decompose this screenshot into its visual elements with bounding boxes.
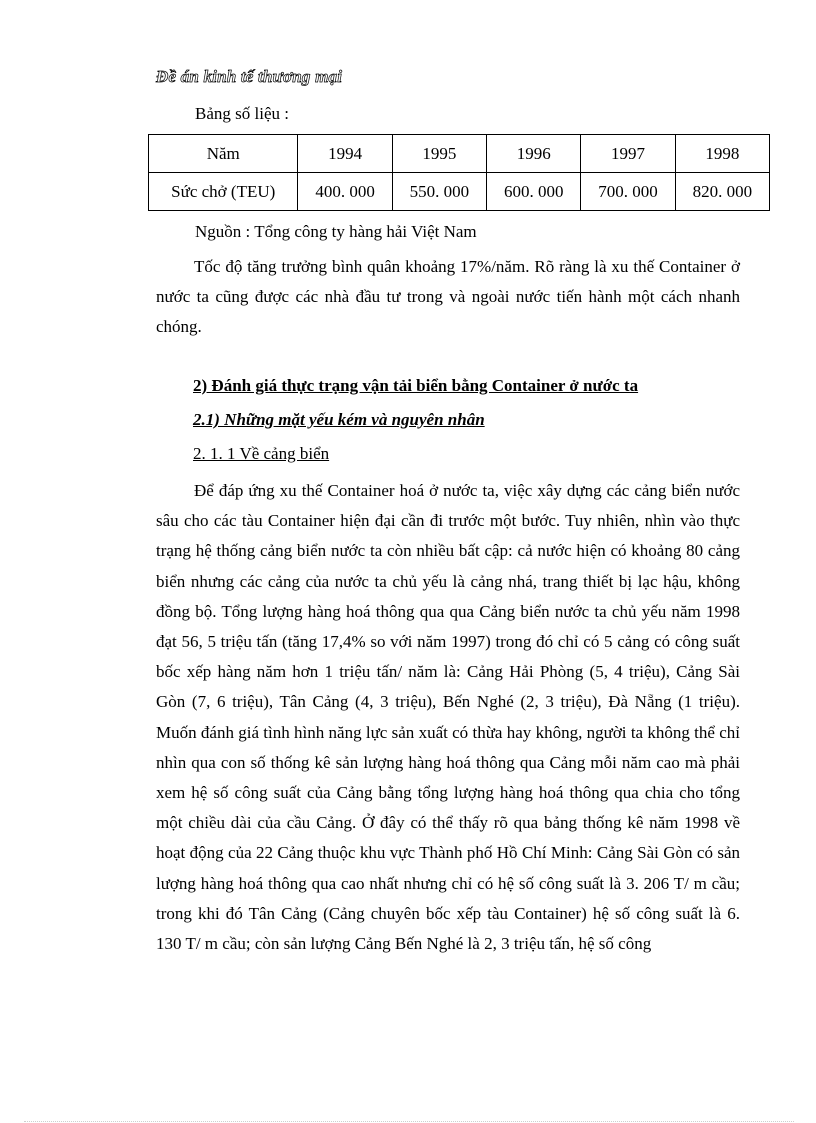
table-cell: 700. 000 <box>581 173 675 211</box>
source-note: Nguồn : Tổng công ty hàng hải Việt Nam <box>195 222 477 241</box>
subsubsection-heading: 2. 1. 1 Về cảng biển <box>193 444 330 463</box>
paragraph-ports: Để đáp ứng xu thế Container hoá ở nước ta, việc xây dựng các cảng biển nước sâu cho các tàu Container hiện đại cần đi trước một bước. Tuy nhiên, nhìn vào thực trạng hệ thống cảng biển nước ta còn nhiều bất cập: cả nước hiện có khoảng 80 cảng biển nhưng các cảng của nước ta chủ yếu là cảng nhá, trang thiết bị lạc hậu, không đồng bộ. Tổng lượng hàng hoá thông qua qua Cảng biển nước ta chủ yếu năm 1998 đạt 56, 5 triệu tấn (tăng 17,4% so với năm 1997) trong đó chỉ có 5 cảng có công suất bốc xếp hàng năm hơn 1 triệu tấn/ năm là: Cảng Hải Phòng (5, 4 triệu), Cảng Sài Gòn (7, 6 triệu), Tân Cảng (4, 3 triệu), Bến Nghé (2, 3 triệu), Đà Nẵng (1 triệu). Muốn đánh giá tình hình năng lực sản xuất có thừa hay không, người ta không thể chỉ nhìn qua con số thống kê sản lượng hàng hoá thông qua Cảng mỗi năm cao mà phải xem hệ số công suất của Cảng bằng tổng lượng hàng hoá thông qua chia cho tổng một chiều dài của cầu Cảng. Ở đây có thể thấy rõ qua bảng thống kê năm 1998 về hoạt động của 22 Cảng thuộc khu vực Thành phố Hồ Chí Minh: Cảng Sài Gòn có sản lượng hàng hoá thông qua cao nhất nhưng chỉ có hệ số công suất là 3. 206 T/ m cầu; trong khi đó Tân Cảng (Cảng chuyên bốc xếp tàu Container) hệ số công suất là 6. 130 T/ m cầu; còn sản lượng Cảng Bến Nghé là 2, 3 triệu tấn, hệ số công <box>156 481 740 954</box>
table-cell: 1997 <box>581 135 675 173</box>
table-cell: 1994 <box>298 135 392 173</box>
table-cell: Năm <box>149 135 298 173</box>
table-cell: 600. 000 <box>487 173 581 211</box>
data-table <box>148 134 770 211</box>
table-title: Bảng số liệu : <box>195 104 289 123</box>
table-cell: 820. 000 <box>675 173 769 211</box>
table-cell: 1995 <box>392 135 486 173</box>
table-cell: 400. 000 <box>298 173 392 211</box>
table-cell: 550. 000 <box>392 173 486 211</box>
table-cell: Sức chở (TEU) <box>149 173 298 211</box>
subsection-heading: 2.1) Những mặt yếu kém và nguyên nhân <box>193 410 485 429</box>
page-header: Đề án kinh tế thương mại <box>156 67 343 86</box>
section-heading: 2) Đánh giá thực trạng vận tải biển bằng Container ở nước ta <box>193 376 639 395</box>
paragraph-growth: Tốc độ tăng trưởng bình quân khoảng 17%/năm. Rõ ràng là xu thế Container ở nước ta cũng được các nhà đầu tư trong và ngoài nước tiến hành một cách nhanh chóng. <box>156 257 740 337</box>
table-header-row <box>149 135 770 173</box>
table-cell: 1998 <box>675 135 769 173</box>
table-row <box>149 173 770 211</box>
page-bottom-divider <box>24 1121 794 1122</box>
table-cell: 1996 <box>487 135 581 173</box>
